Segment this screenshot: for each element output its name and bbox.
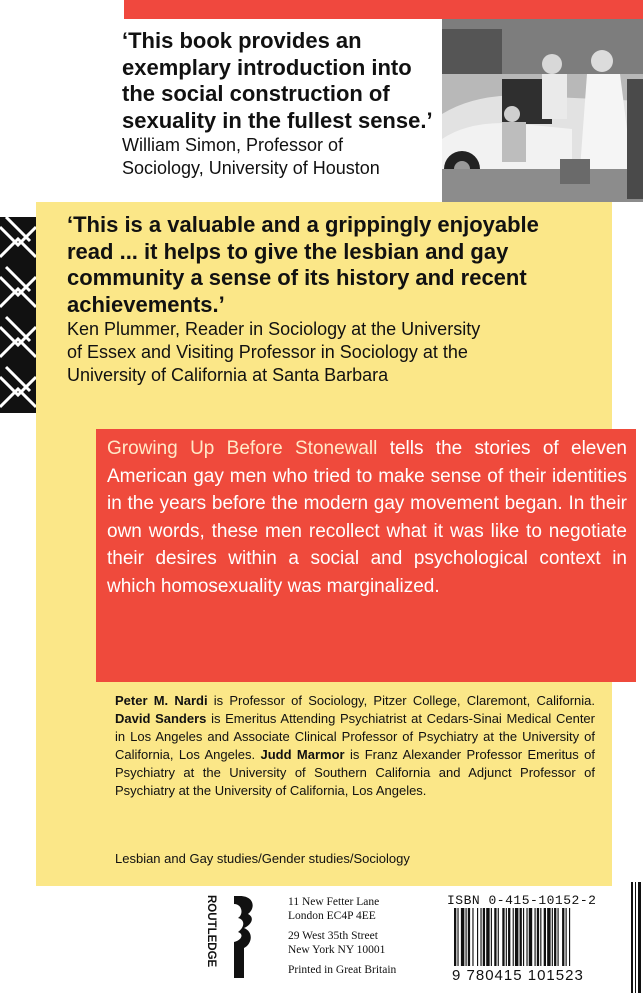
subject-categories: Lesbian and Gay studies/Gender studies/Sociology: [115, 851, 410, 866]
vintage-photo: [442, 19, 643, 202]
isbn-label: ISBN 0-415-10152-2: [447, 893, 597, 908]
author-name: David Sanders: [115, 710, 207, 726]
barcode-digits: 9 780415 101523: [452, 967, 584, 984]
top-quote-attribution: William Simon, Professor of: [122, 135, 344, 155]
address-line: Printed in Great Britain: [288, 964, 397, 976]
mid-quote-line: ‘This is a valuable and a grippingly enjoyable: [67, 212, 539, 237]
author-description: is Professor of Sociology, Pitzer College, Claremont, California.: [207, 693, 595, 708]
edge-bars-decoration: [630, 882, 643, 993]
top-quote-line: the social construction of: [122, 81, 390, 106]
top-red-bar: [124, 0, 643, 19]
author-name: Judd Marmor: [260, 746, 345, 762]
book-title: Growing Up Before Stonewall: [107, 438, 378, 459]
mid-quote-attribution: of Essex and Visiting Professor in Sociology at the: [67, 342, 468, 362]
side-pattern-decoration: [0, 217, 36, 413]
top-quote-attribution: Sociology, University of Houston: [122, 158, 380, 178]
routledge-logo: [220, 892, 260, 982]
address-line: New York NY 10001: [288, 944, 386, 956]
blurb-body: tells the stories of eleven American gay men who tried to make sense of their identities in the years before the modern gay movement began. In their own words, these men recollect what it was like to negotiate their desires within a social and psychological context in which homosexuality was marginalized.: [107, 438, 627, 597]
mid-quote: [67, 212, 607, 387]
mid-quote-line: read ... it helps to give the lesbian and gay: [67, 238, 509, 264]
mid-quote-attribution: University of California at Santa Barbara: [67, 365, 389, 385]
mid-quote-line: community a sense of its history and recent: [67, 265, 527, 290]
top-quote-line: ‘This book provides an: [122, 28, 362, 53]
author-bio: [115, 692, 595, 799]
author-description: is Franz Alexander Professor Emeritus of Psychiatry at the University of Southern California and Adjunct Professor of Psychiatry at the University of California, Los Angeles.: [115, 746, 595, 798]
address-line: 29 West 35th Street: [288, 930, 378, 942]
address-line: London EC4P 4EE: [288, 910, 376, 922]
author-name: Peter M. Nardi: [115, 693, 208, 708]
publisher-name: [202, 895, 222, 980]
top-quote: [122, 28, 442, 180]
blurb-text: [107, 435, 627, 601]
publisher-name-text: ROUTLEDGE: [205, 895, 217, 968]
mid-quote-line: achievements.’: [67, 291, 225, 317]
publisher-address: [288, 895, 396, 977]
address-line: 11 New Fetter Lane: [288, 896, 380, 908]
author-description: is Emeritus Attending Psychiatrist at Cedars-Sinai Medical Center in Los Angeles and Associate Clinical Professor of Psychiatry at the University of California, Los Angeles.: [115, 710, 595, 762]
mid-quote-attribution: Ken Plummer, Reader in Sociology at the University: [67, 319, 481, 339]
top-quote-line: exemplary introduction into: [122, 54, 412, 80]
barcode: [452, 908, 619, 966]
top-quote-line: sexuality in the fullest sense.’: [122, 107, 433, 133]
